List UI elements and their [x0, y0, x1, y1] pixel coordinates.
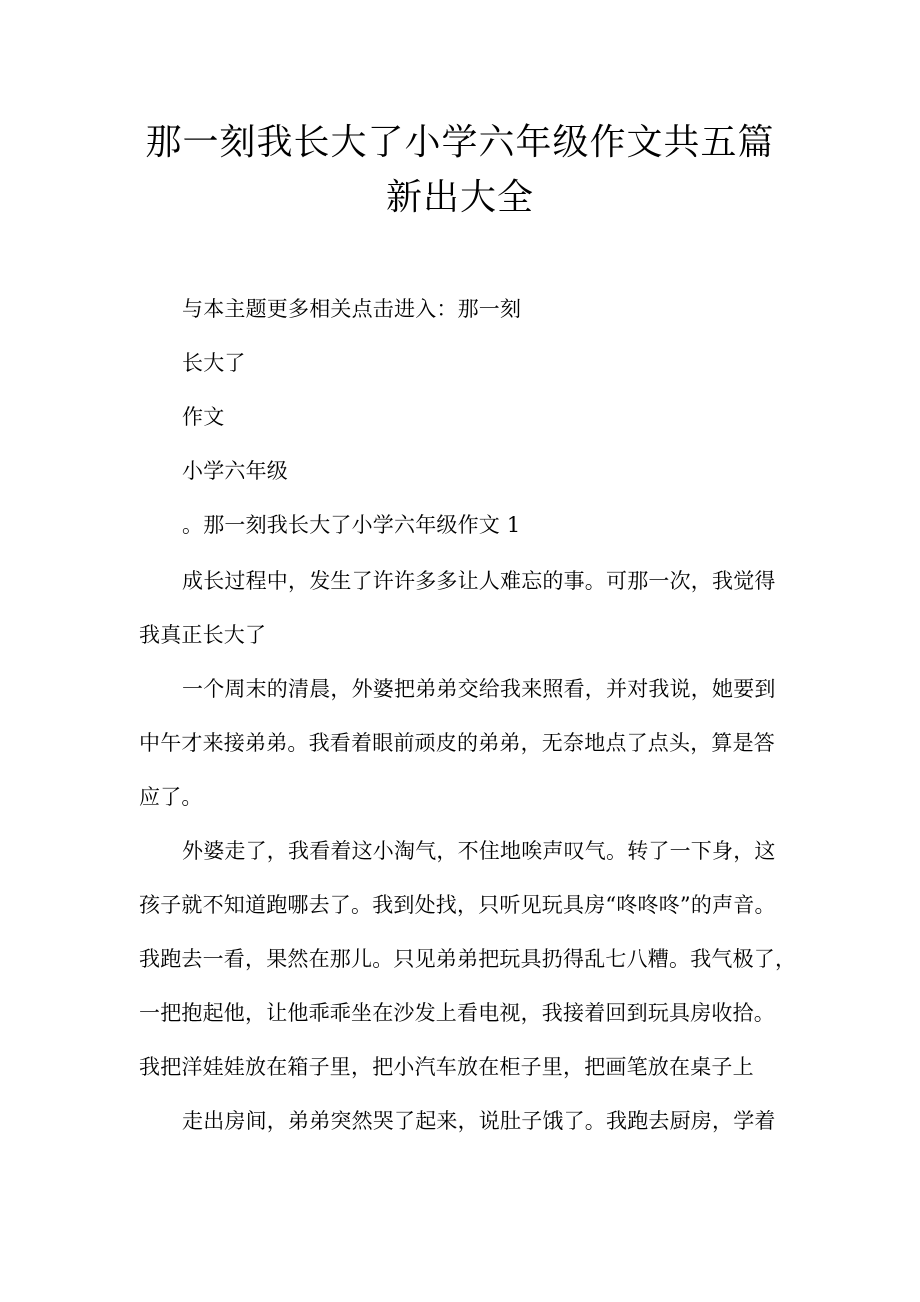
paragraph-line: 外婆走了，我看着这小淘气，不住地唉声叹气。转了一下身，这 — [182, 839, 776, 863]
document-title-line-1: 那一刻我长大了小学六年级作文共五篇 — [145, 122, 775, 163]
essay-heading: 。那一刻我长大了小学六年级作文 1 — [182, 513, 521, 537]
paragraph-line: 走出房间，弟弟突然哭了起来，说肚子饿了。我跑去厨房，学着 — [182, 1109, 776, 1133]
paragraph-line: 我真正长大了 — [139, 623, 267, 647]
paragraph-line: 一把抱起他，让他乖乖坐在沙发上看电视，我接着回到玩具房收拾。 — [139, 1001, 775, 1025]
paragraph-line: 一个周末的清晨，外婆把弟弟交给我来照看，并对我说，她要到 — [182, 677, 776, 701]
paragraph-line: 我跑去一看，果然在那儿。只见弟弟把玩具扔得乱七八糟。我气极了， — [139, 947, 797, 971]
related-topics-link-intro[interactable]: 与本主题更多相关点击进入：那一刻 — [182, 297, 522, 321]
related-topic-tag[interactable]: 小学六年级 — [182, 459, 288, 483]
paragraph-line: 成长过程中，发生了许许多多让人难忘的事。可那一次，我觉得 — [182, 569, 776, 593]
paragraph-line: 我把洋娃娃放在箱子里，把小汽车放在柜子里，把画笔放在桌子上 — [139, 1055, 754, 1079]
paragraph-line: 中午才来接弟弟。我看着眼前顽皮的弟弟，无奈地点了点头，算是答 — [139, 731, 775, 755]
related-topic-tag[interactable]: 长大了 — [182, 351, 246, 375]
document-title-line-2: 新出大全 — [385, 177, 534, 218]
paragraph-line: 应了。 — [139, 785, 203, 809]
paragraph-line: 孩子就不知道跑哪去了。我到处找，只听见玩具房“咚咚咚”的声音。 — [139, 893, 776, 917]
related-topic-tag[interactable]: 作文 — [182, 405, 225, 429]
